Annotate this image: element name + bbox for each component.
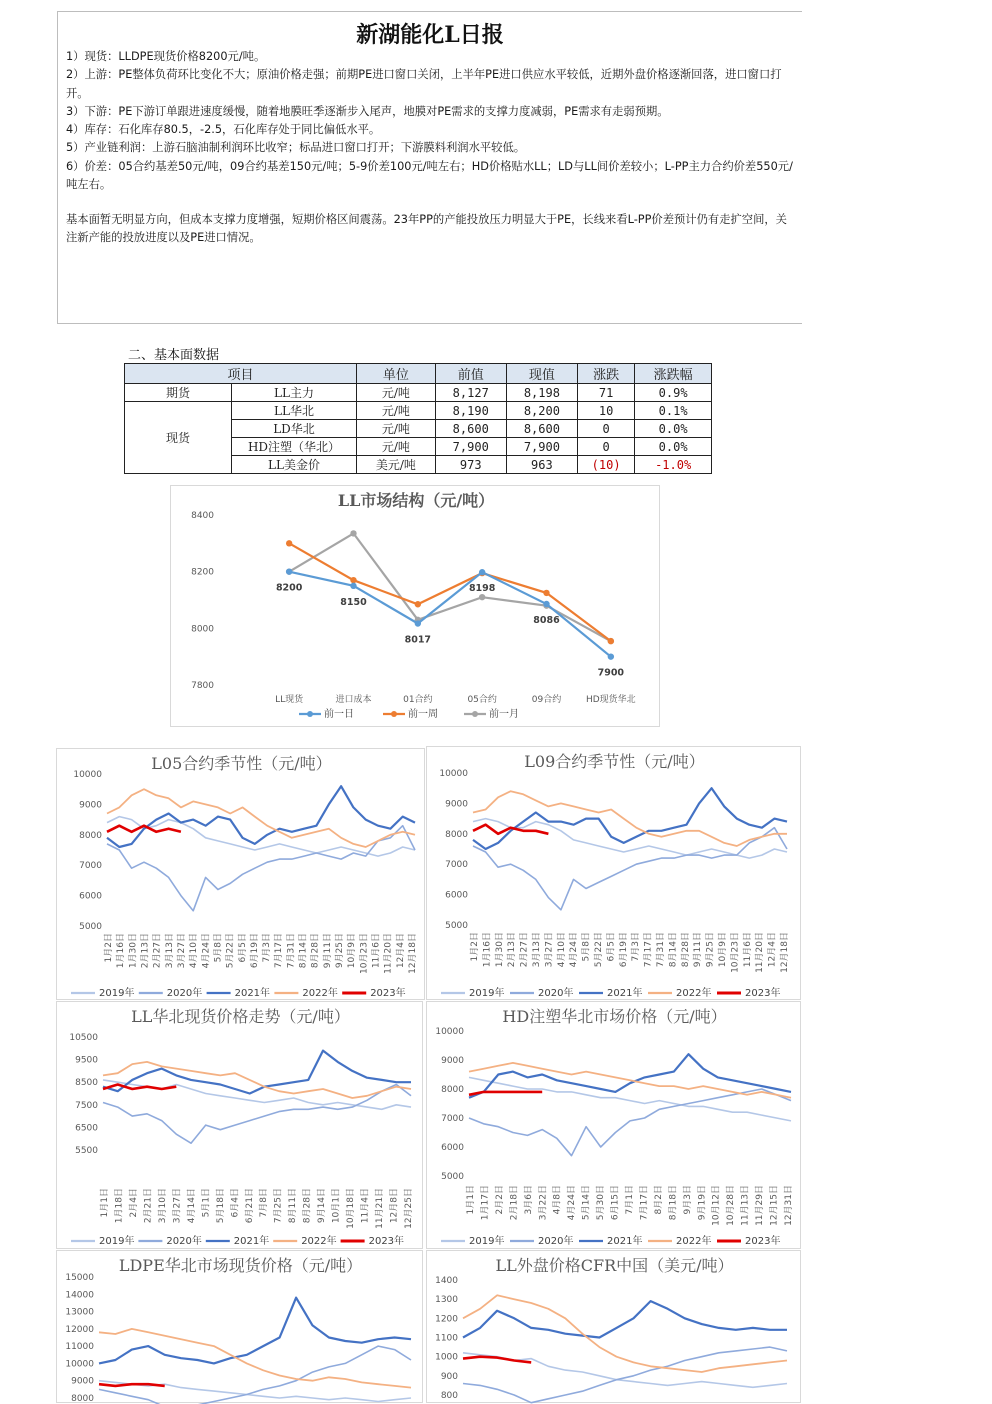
x-tick-label: 6月21日 — [244, 1188, 255, 1224]
y-tick-label: 10000 — [435, 1027, 464, 1037]
x-tick-label: 4月24日 — [567, 1185, 578, 1221]
row-pct: 0.9% — [635, 384, 712, 402]
chart-hd-north — [426, 1001, 801, 1249]
y-tick-label: 7000 — [441, 1114, 464, 1124]
row-pct: 0.0% — [635, 420, 712, 438]
y-tick-label: 8400 — [191, 511, 214, 521]
y-tick-label: 14000 — [65, 1290, 94, 1301]
y-tick-label: 5000 — [441, 1172, 464, 1182]
x-tick-label: 5月1日 — [201, 1187, 212, 1218]
y-tick-label: 9000 — [79, 800, 102, 811]
chart-svg — [57, 749, 426, 1001]
series-point — [608, 653, 614, 659]
series-line — [103, 1062, 411, 1098]
x-tick-label: 7月3日 — [262, 933, 273, 963]
x-tick-label: 6月19日 — [618, 932, 629, 968]
row-prev: 973 — [435, 456, 506, 474]
x-tick-label: 7月17日 — [639, 1185, 650, 1221]
row-name: LL美金价 — [232, 456, 357, 474]
series-line — [463, 1301, 787, 1337]
x-tick-label: 4月24日 — [569, 932, 580, 968]
row-chg: (10) — [577, 456, 634, 474]
legend-label: 2021年 — [607, 1236, 643, 1247]
legend-label: 2022年 — [676, 988, 712, 999]
x-tick-label: 2月21日 — [143, 1187, 154, 1224]
x-tick-label: 6月19日 — [249, 932, 260, 969]
x-tick-label: 11月6日 — [371, 932, 382, 969]
row-curr: 8,200 — [506, 402, 577, 420]
x-tick-label: 2月27日 — [519, 932, 530, 968]
x-tick-label: 1月18日 — [114, 1188, 125, 1224]
x-tick-label: 5月30日 — [596, 1185, 607, 1221]
legend-label: 2023年 — [370, 988, 406, 999]
row-unit: 元/吨 — [357, 402, 436, 420]
x-tick-label: 7月31日 — [656, 932, 666, 968]
chart-ll-structure — [170, 485, 660, 727]
legend-label: 2021年 — [607, 988, 643, 999]
x-tick-label: HD现货华北 — [585, 695, 636, 705]
report-line: 1）现货：LLDPE现货价格8200元/吨。 — [66, 50, 266, 63]
y-tick-label: 800 — [440, 1391, 458, 1401]
x-tick-label: 1月2日 — [104, 933, 114, 963]
x-tick-label: 5月8日 — [213, 932, 224, 963]
row-pct: 0.1% — [635, 402, 712, 420]
x-tick-label: 3月27日 — [544, 932, 555, 968]
x-tick-label: 10月18日 — [346, 1188, 357, 1229]
y-tick-label: 10000 — [73, 770, 102, 780]
x-tick-label: 8月11日 — [288, 1188, 299, 1224]
x-tick-label: 5月8日 — [581, 932, 592, 962]
legend-label: 2019年 — [469, 1236, 505, 1247]
x-tick-label: 3月10日 — [157, 1187, 168, 1224]
x-tick-label: 1月17日 — [480, 1185, 491, 1221]
row-name: HD注塑（华北） — [232, 438, 357, 456]
x-tick-label: 4月24日 — [201, 933, 212, 969]
x-tick-label: 7月31日 — [286, 933, 297, 969]
legend-marker — [472, 711, 478, 717]
x-tick-label: 12月4日 — [767, 932, 778, 968]
row-name: LD华北 — [232, 420, 357, 438]
header-pct: 涨跌幅 — [635, 364, 712, 384]
x-tick-label: 2月13日 — [140, 933, 151, 969]
chart-ll-cfr — [426, 1250, 801, 1403]
x-tick-label: 11月20日 — [383, 933, 394, 974]
y-tick-label: 13000 — [65, 1307, 94, 1318]
x-tick-label: 6月5日 — [237, 933, 248, 963]
x-tick-label: 2月2日 — [494, 1184, 505, 1215]
x-tick-label: 11月29日 — [755, 1185, 766, 1226]
y-tick-label: 8000 — [71, 1394, 94, 1404]
row-prev: 7,900 — [435, 438, 506, 456]
y-tick-label: 7000 — [79, 861, 102, 872]
section-title: 二、基本面数据 — [128, 348, 220, 363]
chart-ll-north-spot — [56, 1001, 423, 1249]
y-tick-label: 1400 — [435, 1276, 458, 1286]
y-tick-label: 6500 — [75, 1123, 98, 1134]
x-tick-label: 1月1日 — [100, 1188, 110, 1218]
x-tick-label: 10月9日 — [347, 933, 358, 969]
x-tick-label: 9月3日 — [682, 1184, 693, 1215]
report-line: 4）库存：石化库存80.5，-2.5，石化库存处于同比偏低水平。 — [66, 123, 381, 137]
table-row — [125, 402, 712, 420]
x-tick-label: 1月30日 — [128, 932, 139, 969]
x-tick-label: 10月9日 — [718, 932, 728, 968]
legend-label: 2020年 — [166, 1236, 202, 1247]
legend-label: 前一周 — [408, 709, 438, 720]
series-point — [286, 540, 292, 546]
row-name: LL主力 — [232, 384, 357, 402]
x-tick-label: 1月16日 — [482, 932, 493, 968]
y-tick-label: 6000 — [441, 1143, 464, 1153]
row-name: LL华北 — [232, 402, 357, 420]
series-line — [463, 1347, 787, 1403]
x-tick-label: 6月4日 — [230, 1188, 241, 1218]
legend-label: 2019年 — [469, 988, 505, 999]
series-point — [608, 638, 614, 644]
legend-label: 前一月 — [489, 709, 519, 720]
y-tick-label: 900 — [440, 1371, 458, 1382]
row-pct: 0.0% — [635, 438, 712, 456]
x-tick-label: 10月23日 — [359, 933, 370, 974]
row-unit: 元/吨 — [357, 420, 436, 438]
x-tick-label: 3月13日 — [164, 933, 175, 969]
x-tick-label: 12月18日 — [780, 932, 790, 973]
legend-label: 2019年 — [99, 1236, 135, 1247]
data-label: 8086 — [533, 614, 560, 626]
series-point — [543, 601, 549, 607]
row-prev: 8,190 — [435, 402, 506, 420]
row-chg: 71 — [577, 384, 634, 402]
report-summary: 基本面暂无明显方向，但成本支撑力度增强，短期价格区间震荡。23年PP的产能投放压力明显大于PE，长线来看L-PP价差预计仍有走扩空间，关注新产能的投放进度以及PE进口情况。 — [66, 213, 787, 245]
legend-label: 2021年 — [233, 1236, 270, 1247]
legend-label: 2023年 — [368, 1236, 405, 1247]
series-line — [473, 788, 787, 849]
y-tick-label: 1000 — [435, 1352, 458, 1363]
y-tick-label: 10000 — [65, 1359, 94, 1370]
legend-label: 2020年 — [538, 988, 574, 999]
x-tick-label: 10月12日 — [711, 1184, 722, 1226]
x-tick-label: 12月31日 — [784, 1185, 794, 1226]
x-tick-label: 9月11日 — [322, 933, 333, 969]
legend-label: 2020年 — [538, 1236, 574, 1247]
y-tick-label: 1200 — [435, 1314, 458, 1325]
series-line — [103, 1080, 411, 1109]
chart-svg — [427, 747, 802, 1001]
x-tick-label: 11月20日 — [755, 932, 766, 973]
chart-title: LL外盘价格CFR中国（美元/吨） — [495, 1256, 734, 1275]
group-label: 期货 — [125, 384, 232, 402]
series-line — [469, 1089, 791, 1156]
series-point — [286, 568, 292, 574]
y-tick-label: 9000 — [441, 1056, 464, 1066]
y-tick-label: 1300 — [435, 1295, 458, 1306]
x-tick-label: 2月27日 — [152, 932, 163, 969]
x-tick-label: 1月16日 — [116, 933, 127, 969]
header-curr: 现值 — [506, 364, 577, 384]
series-line — [473, 791, 787, 846]
x-tick-label: 8月18日 — [668, 1185, 679, 1221]
series-point — [350, 577, 356, 583]
y-tick-label: 5000 — [445, 921, 468, 931]
chart-svg — [57, 1002, 424, 1250]
x-tick-label: 5月14日 — [581, 1184, 592, 1221]
report-box — [57, 11, 802, 324]
report-line: 2）上游：PE整体负荷环比变化不大；原油价格走强；前期PE进口窗口关闭，上半年PE进口供应水平较低，近期外盘价格逐渐回落，进口窗口打开。 — [66, 68, 782, 100]
chart-l05-seasonal — [56, 748, 425, 1000]
row-curr: 8,600 — [506, 420, 577, 438]
x-tick-label: 11月21日 — [375, 1187, 385, 1229]
y-tick-label: 11000 — [65, 1342, 94, 1353]
series-line — [99, 1384, 165, 1386]
x-tick-label: 1月2日 — [470, 932, 480, 962]
series-line — [463, 1353, 787, 1388]
row-pct: -1.0% — [635, 456, 712, 474]
legend-marker — [307, 711, 313, 717]
x-tick-label: 8月14日 — [668, 932, 679, 968]
y-tick-label: 8000 — [445, 829, 468, 840]
report-title: 新湖能化L日报 — [356, 22, 504, 48]
x-tick-label: 12月25日 — [404, 1188, 414, 1229]
fundamentals-table — [124, 363, 712, 474]
x-tick-label: 2月18日 — [509, 1185, 520, 1221]
data-label: 7900 — [597, 667, 625, 679]
chart-title: LL市场结构（元/吨） — [337, 491, 495, 510]
series-line — [473, 825, 548, 834]
y-tick-label: 7000 — [445, 860, 468, 871]
x-tick-label: 7月25日 — [273, 1187, 284, 1224]
y-tick-label: 9000 — [445, 799, 468, 810]
y-tick-label: 9500 — [75, 1055, 98, 1066]
series-line — [107, 786, 415, 847]
y-tick-label: 6000 — [445, 890, 468, 901]
y-tick-label: 6000 — [79, 891, 102, 902]
y-tick-label: 8500 — [75, 1078, 98, 1089]
table-row — [125, 384, 712, 402]
row-unit: 美元/吨 — [357, 456, 436, 474]
chart-title: L05合约季节性（元/吨） — [151, 754, 332, 773]
header-chg: 涨跌 — [577, 364, 634, 384]
y-tick-label: 1100 — [435, 1333, 458, 1344]
x-tick-label: 5月18日 — [215, 1187, 226, 1224]
chart-title: LDPE华北市场现货价格（元/吨） — [118, 1256, 363, 1275]
series-line — [103, 1085, 411, 1144]
x-tick-label: 3月27日 — [172, 1188, 183, 1224]
row-unit: 元/吨 — [357, 384, 436, 402]
x-tick-label: 05合约 — [467, 695, 497, 705]
y-tick-label: 8000 — [441, 1085, 464, 1095]
x-tick-label: 12月15日 — [769, 1184, 780, 1226]
y-tick-label: 9000 — [71, 1376, 94, 1387]
x-tick-label: 4月8日 — [552, 1184, 563, 1215]
x-tick-label: 12月18日 — [408, 933, 418, 974]
x-tick-label: 7月8日 — [259, 1187, 270, 1218]
x-tick-label: LL现货 — [275, 695, 304, 705]
legend-label: 2022年 — [301, 1236, 337, 1247]
x-tick-label: 8月28日 — [680, 932, 691, 968]
series-line — [99, 1329, 411, 1388]
x-tick-label: 7月1日 — [625, 1185, 635, 1215]
row-chg: 0 — [577, 438, 634, 456]
y-tick-label: 12000 — [65, 1324, 94, 1335]
x-tick-label: 8月28日 — [302, 1188, 313, 1224]
y-tick-label: 5000 — [79, 922, 102, 932]
y-tick-label: 8200 — [191, 567, 214, 578]
x-tick-label: 9月25日 — [335, 932, 345, 969]
row-unit: 元/吨 — [357, 438, 436, 456]
x-tick-label: 7月3日 — [631, 932, 642, 962]
series-point — [350, 530, 356, 536]
series-point — [479, 569, 485, 575]
x-tick-label: 3月13日 — [532, 932, 542, 968]
data-label: 8150 — [340, 596, 367, 608]
x-tick-label: 9月19日 — [697, 1185, 708, 1221]
report-line: 6）价差：05合约基差50元/吨，09合约基差150元/吨；5-9价差100元/吨左右；HD价格贴水LL；LD与LL间价差较小；L-PP主力合约价差550元/吨左右。 — [66, 159, 793, 192]
report-line: 3）下游：PE下游订单跟进速度缓慢，随着地膜旺季逐渐步入尾声，地膜对PE需求的支撑力度减弱，PE需求有走弱预期。 — [66, 104, 669, 118]
data-label: 8017 — [404, 634, 432, 646]
header-prev: 前值 — [435, 364, 506, 384]
x-tick-label: 7月17日 — [274, 932, 285, 969]
y-tick-label: 5500 — [75, 1146, 98, 1156]
x-tick-label: 进口成本 — [335, 695, 372, 705]
x-tick-label: 10月28日 — [726, 1185, 737, 1226]
y-tick-label: 7800 — [191, 681, 214, 691]
chart-l09-seasonal — [426, 746, 801, 1000]
row-prev: 8,127 — [435, 384, 506, 402]
row-prev: 8,600 — [435, 420, 506, 438]
chart-svg — [57, 1251, 424, 1404]
table-header-row — [125, 364, 712, 384]
legend-label: 2023年 — [745, 988, 781, 999]
y-tick-label: 8000 — [191, 624, 214, 635]
series-line — [289, 543, 611, 641]
legend-label: 2023年 — [745, 1236, 781, 1247]
x-tick-label: 3月6日 — [523, 1184, 534, 1215]
x-tick-label: 10月23日 — [730, 932, 741, 973]
x-tick-label: 3月27日 — [177, 933, 187, 969]
x-tick-label: 12月8日 — [389, 1187, 400, 1224]
row-curr: 963 — [506, 456, 577, 474]
legend-label: 2022年 — [302, 988, 338, 999]
header-item: 项目 — [125, 364, 357, 384]
legend-label: 前一日 — [324, 709, 354, 720]
chart-title: HD注塑华北市场价格（元/吨） — [502, 1007, 727, 1026]
y-tick-label: 8000 — [79, 830, 102, 841]
chart-title: L09合约季节性（元/吨） — [524, 752, 705, 771]
y-tick-label: 15000 — [65, 1273, 94, 1283]
x-tick-label: 5月22日 — [594, 932, 604, 968]
x-tick-label: 1月1日 — [466, 1185, 476, 1215]
x-tick-label: 3月22日 — [538, 1185, 549, 1221]
chart-svg — [427, 1002, 802, 1250]
legend-label: 2020年 — [166, 988, 203, 999]
row-curr: 7,900 — [506, 438, 577, 456]
series-point — [350, 583, 356, 589]
x-tick-label: 6月5日 — [606, 932, 617, 962]
series-point — [479, 594, 485, 600]
data-label: 8200 — [275, 582, 303, 594]
x-tick-label: 5月22日 — [225, 933, 236, 969]
row-chg: 0 — [577, 420, 634, 438]
group-label: 现货 — [125, 402, 232, 474]
row-curr: 8,198 — [506, 384, 577, 402]
series-point — [415, 620, 421, 626]
legend-label: 2021年 — [234, 988, 271, 999]
data-label: 8198 — [468, 583, 496, 595]
x-tick-label: 11月6日 — [742, 932, 753, 968]
y-tick-label: 10500 — [69, 1033, 98, 1043]
x-tick-label: 8月14日 — [298, 933, 309, 969]
x-tick-label: 6月15日 — [610, 1184, 621, 1221]
x-tick-label: 10月1日 — [331, 1187, 342, 1224]
x-tick-label: 9月14日 — [317, 1187, 328, 1224]
x-tick-label: 1月30日 — [494, 932, 505, 968]
x-tick-label: 2月13日 — [507, 932, 518, 968]
x-tick-label: 4月14日 — [186, 1188, 197, 1224]
chart-title: LL华北现货价格走势（元/吨） — [131, 1007, 350, 1026]
x-tick-label: 11月4日 — [360, 1188, 371, 1224]
series-point — [415, 601, 421, 607]
chart-svg — [171, 486, 661, 728]
x-tick-label: 8月28日 — [310, 932, 321, 969]
x-tick-label: 01合约 — [403, 695, 433, 705]
legend-label: 2022年 — [676, 1236, 712, 1247]
chart-ldpe-north — [56, 1250, 423, 1403]
x-tick-label: 4月10日 — [189, 932, 200, 969]
legend-marker — [391, 711, 397, 717]
x-tick-label: 4月10日 — [556, 932, 567, 968]
header-unit: 单位 — [357, 364, 436, 384]
x-tick-label: 2月4日 — [129, 1188, 139, 1218]
series-point — [543, 590, 549, 596]
x-tick-label: 9月11日 — [693, 932, 704, 968]
series-line — [289, 533, 611, 641]
x-tick-label: 12月4日 — [395, 932, 406, 969]
y-tick-label: 10000 — [439, 769, 468, 779]
legend-label: 2019年 — [99, 988, 135, 999]
y-tick-label: 7500 — [75, 1100, 98, 1111]
report-lines — [66, 48, 801, 194]
x-tick-label: 11月13日 — [740, 1184, 751, 1226]
x-tick-label: 9月25日 — [705, 932, 716, 968]
x-tick-label: 8月2日 — [653, 1184, 664, 1215]
row-chg: 10 — [577, 402, 634, 420]
x-tick-label: 09合约 — [531, 695, 562, 705]
chart-svg — [427, 1251, 802, 1404]
report-line: 5）产业链利润：上游石脑油制利润环比收窄；标品进口窗口打开；下游膜料利润水平较低。 — [66, 141, 526, 155]
x-tick-label: 7月17日 — [643, 932, 654, 968]
